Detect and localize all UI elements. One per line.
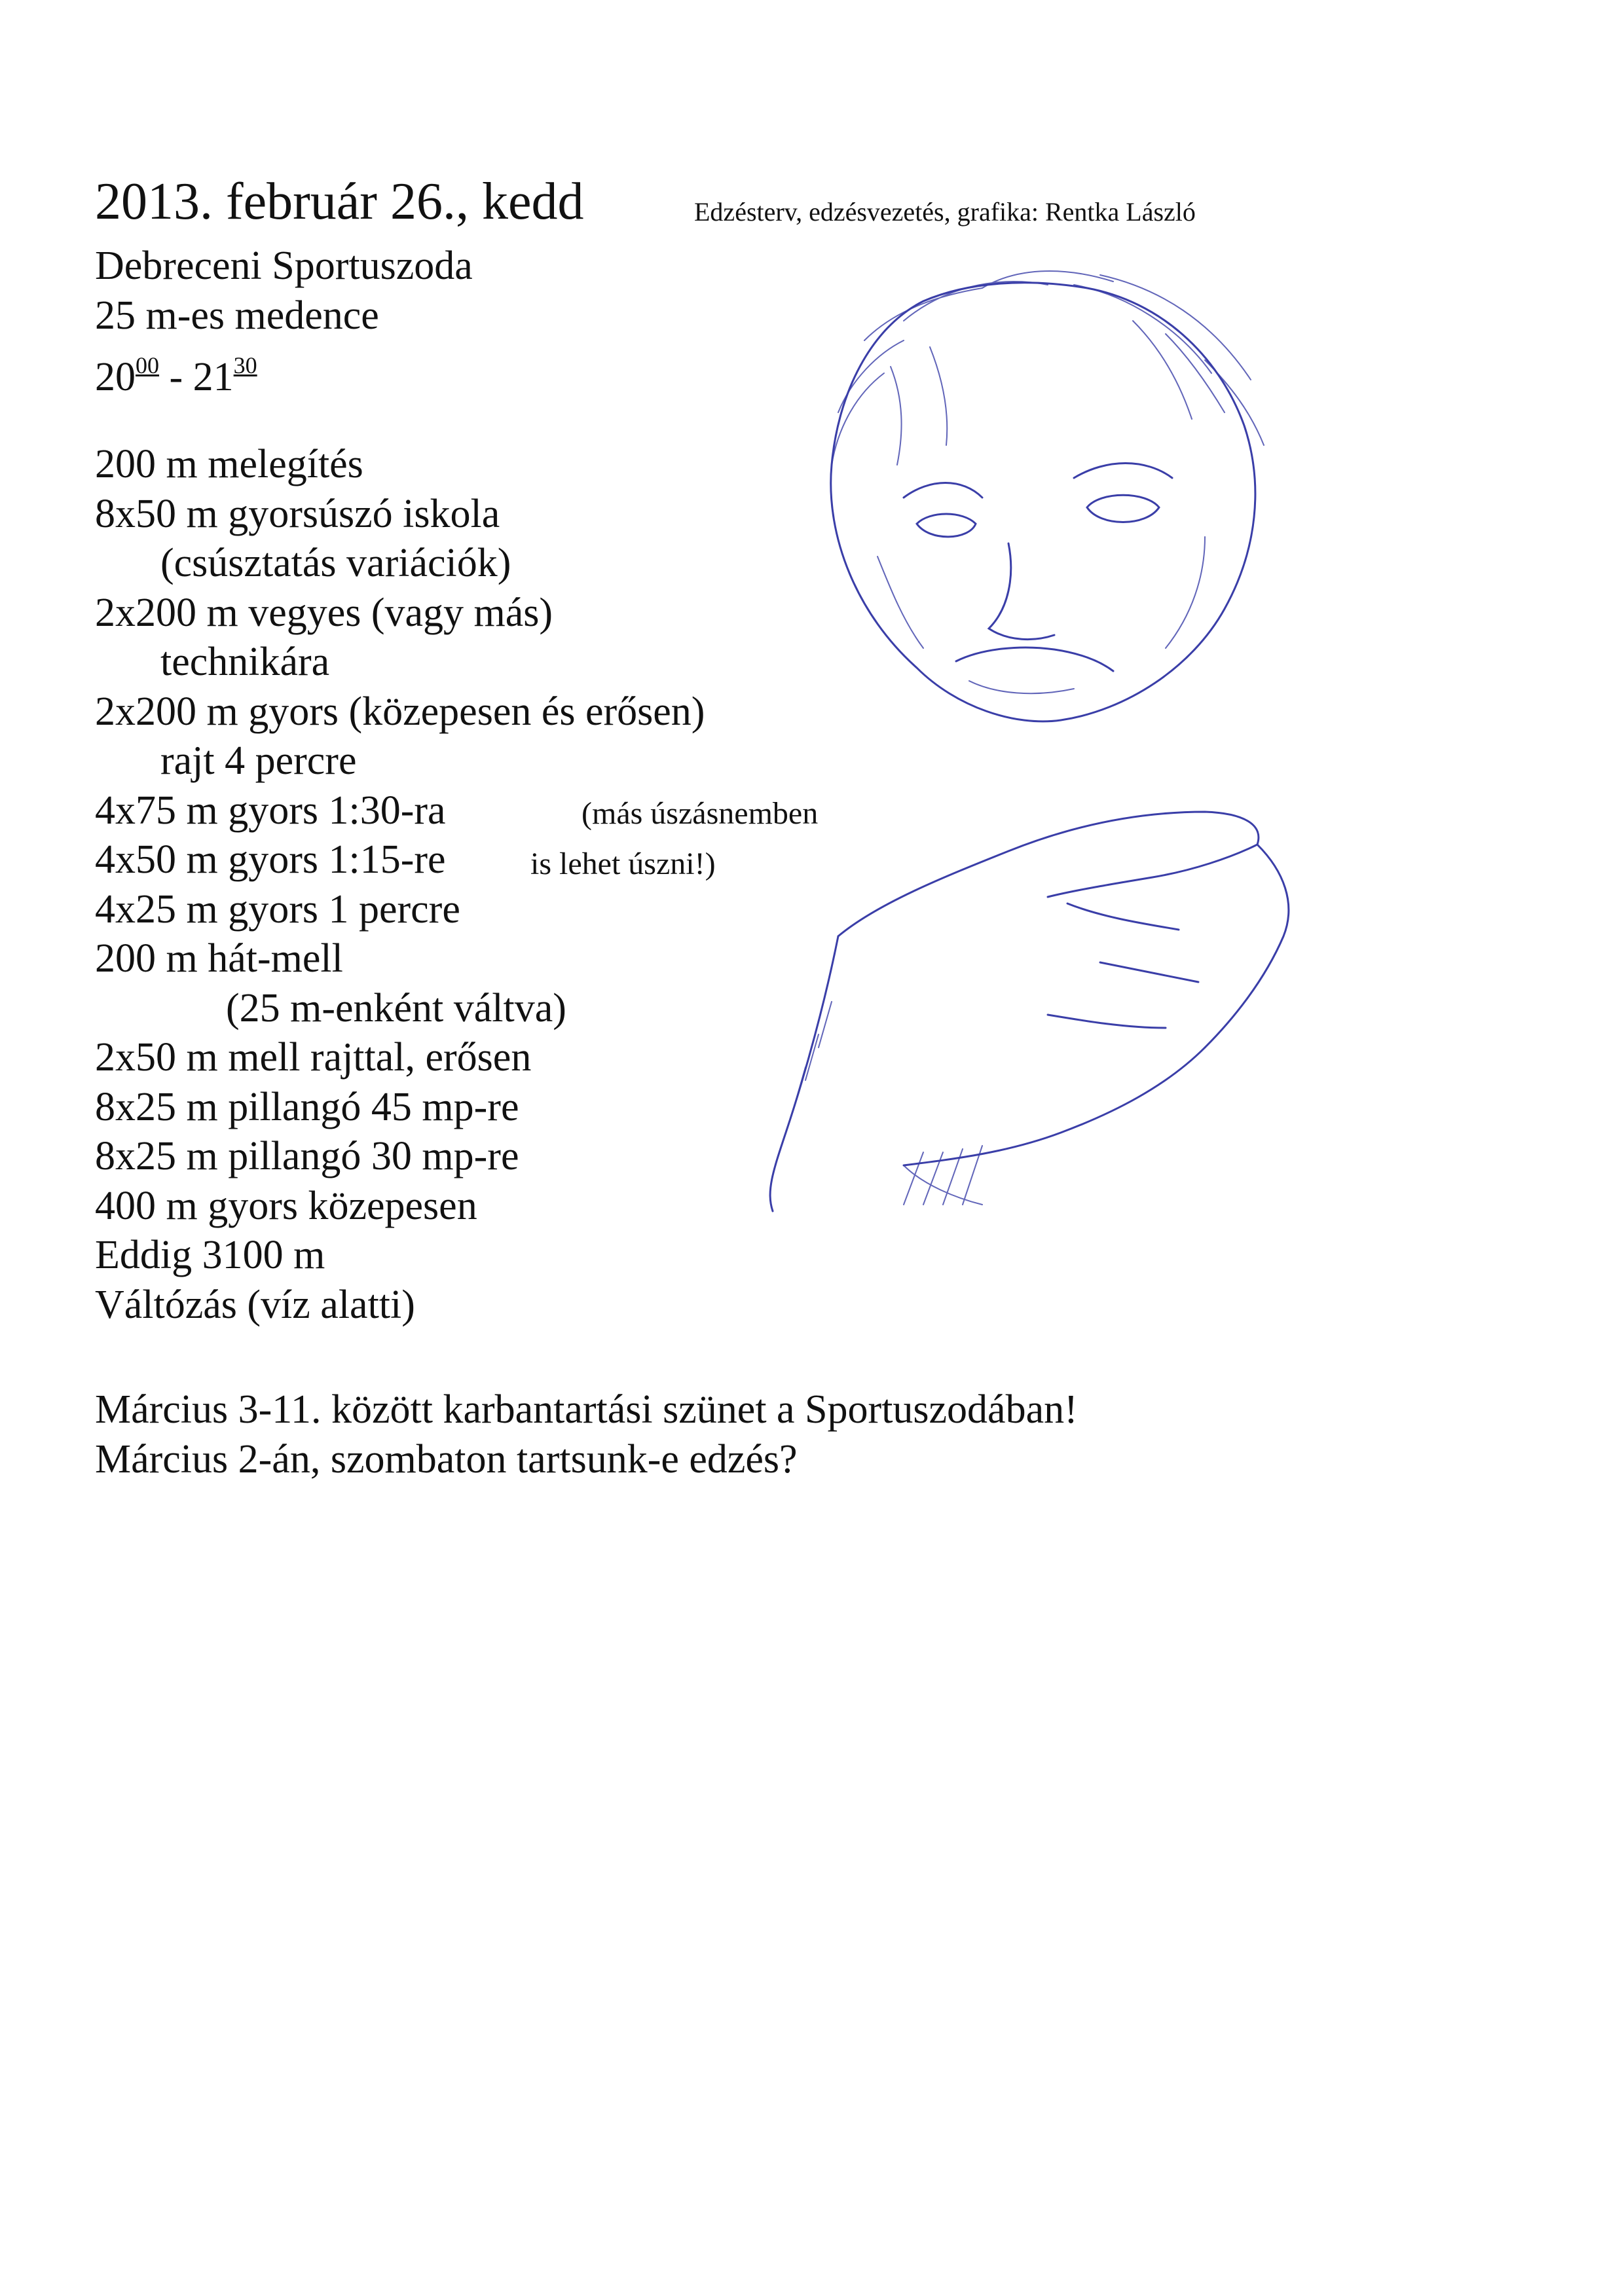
end-minute: 30 <box>233 352 257 378</box>
workout-line: (csúsztatás variációk) <box>160 541 511 585</box>
workout-line: 8x25 m pillangó 45 mp-re <box>95 1084 519 1129</box>
workout-line: 8x50 m gyorsúszó iskola <box>95 491 500 536</box>
notice-line-2: Március 2-án, szombaton tartsunk-e edzés? <box>95 1437 798 1482</box>
workout-line: technikára <box>160 640 330 684</box>
side-note-other-strokes: (más úszásnemben <box>581 796 819 831</box>
maintenance-notice <box>95 1385 1078 1484</box>
workout-line: 2x200 m gyors (közepesen és erősen) <box>95 689 705 734</box>
workout-line: Váltózás (víz alatti) <box>95 1282 415 1327</box>
workout-line: 2x200 m vegyes (vagy más) <box>95 590 553 635</box>
notice-line-1: Március 3-11. között karbantartási szünet a Sportuszodában! <box>95 1387 1078 1432</box>
workout-line: 400 m gyors közepesen <box>95 1183 477 1228</box>
session-info <box>95 241 473 402</box>
workout-line: 4x50 m gyors 1:15-re <box>95 837 446 882</box>
workout-line: 200 m hát-mell <box>95 936 343 981</box>
start-hour: 20 <box>95 355 136 399</box>
face-drawing <box>831 271 1264 721</box>
end-hour: 21 <box>193 355 234 399</box>
hand-drawing <box>770 812 1289 1211</box>
workout-line: 4x25 m gyors 1 percre <box>95 886 460 932</box>
date-title: 2013. február 26., kedd <box>95 173 584 230</box>
workout-line: 2x50 m mell rajttal, erősen <box>95 1035 532 1080</box>
start-minute: 00 <box>136 352 159 378</box>
workout-line: Eddig 3100 m <box>95 1233 325 1277</box>
face-and-hand-sketch <box>707 249 1414 1362</box>
author-credit: Edzésterv, edzésvezetés, grafika: Rentka László <box>694 197 1196 227</box>
workout-line: 200 m melegítés <box>95 442 363 486</box>
workout-line: 8x25 m pillangó 30 mp-re <box>95 1134 519 1178</box>
pool-length: 25 m-es medence <box>95 293 379 338</box>
venue: Debreceni Sportuszoda <box>95 244 473 288</box>
time-separator: - <box>159 355 193 399</box>
session-time <box>95 340 473 402</box>
side-note-allowed: is lehet úszni!) <box>530 847 716 881</box>
workout-line: (25 m-enként váltva) <box>226 985 566 1030</box>
workout-line: rajt 4 percre <box>160 738 357 783</box>
workout-plan <box>95 440 705 1330</box>
workout-line: 4x75 m gyors 1:30-ra <box>95 788 446 833</box>
